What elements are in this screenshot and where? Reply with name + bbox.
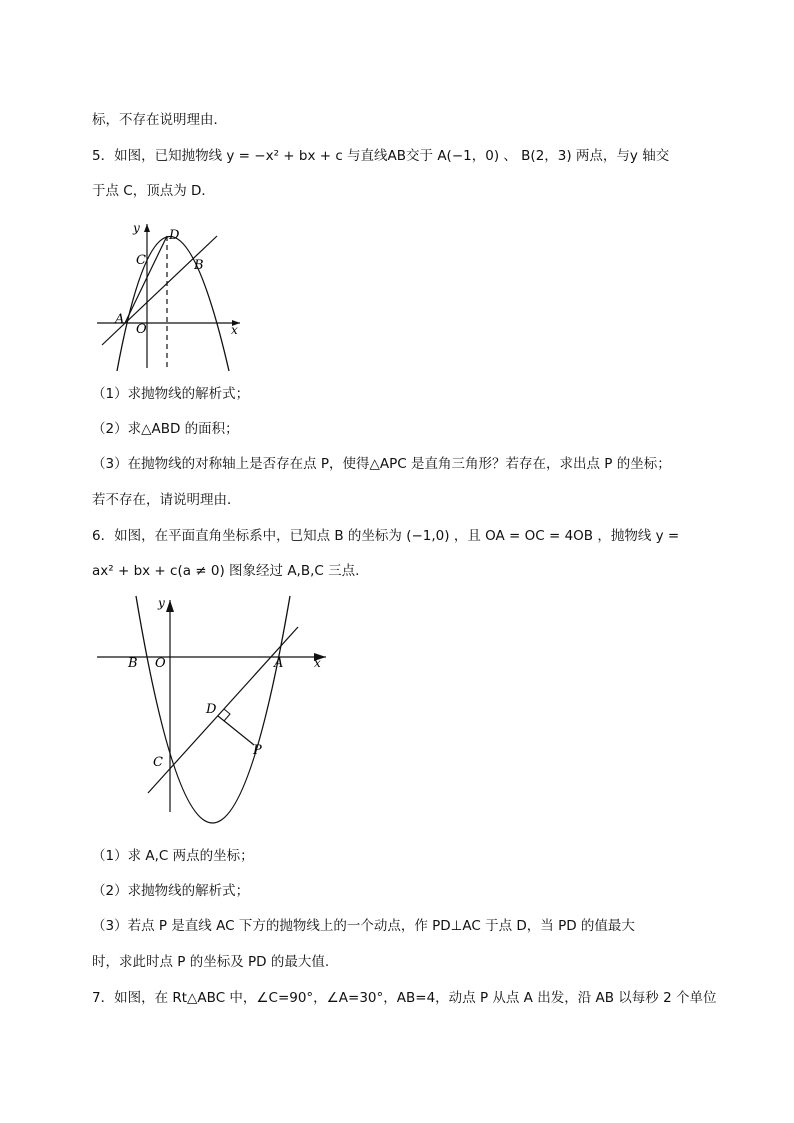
intro-line: 标，不存在说明理由． xyxy=(92,112,227,128)
q5-stem-line-2: 于点 C，顶点为 D． xyxy=(92,183,215,199)
q6-label-d: D xyxy=(206,702,217,717)
q6-label-x: x xyxy=(314,656,321,670)
q5-sub-2: （2）求△ABD 的面积； xyxy=(92,421,239,437)
q6-label-c: C xyxy=(153,755,163,770)
q6-stem-line-1: 6．如图，在平面直角坐标系中，已知点 B 的坐标为 (−1,0) ，且 OA = OC = 4OB ，抛物线 y = xyxy=(92,528,680,544)
q5-sub-3-line-2: 若不存在，请说明理由． xyxy=(92,492,241,508)
q6-stem-line-2: ax² + bx + c(a ≠ 0) 图象经过 A,B,C 三点. xyxy=(92,563,360,579)
q5-label-y: y xyxy=(133,221,140,235)
q6-label-y: y xyxy=(158,596,165,610)
q5-label-a: A xyxy=(115,312,125,327)
q6-right-angle-mark xyxy=(224,709,230,721)
q5-label-d: D xyxy=(169,228,180,243)
q5-y-axis-arrow xyxy=(144,224,150,232)
q5-segment-ad xyxy=(125,236,167,323)
q5-figure xyxy=(92,214,252,374)
q6-sub-3-line-2: 时，求此时点 P 的坐标及 PD 的最大值. xyxy=(92,954,330,970)
q6-label-o: O xyxy=(155,656,166,671)
q5-label-c: C xyxy=(136,253,146,268)
q6-figure xyxy=(92,595,332,833)
q6-sub-1: （1）求 A,C 两点的坐标； xyxy=(92,848,254,864)
q5-stem-line-1: 5．如图，已知抛物线 y = −x² + bx + c 与直线AB交于 A(−1，0) 、 B(2，3) 两点，与y 轴交 xyxy=(92,148,670,164)
q6-sub-2: （2）求抛物线的解析式； xyxy=(92,883,250,899)
q7-stem-line-1: 7．如图，在 Rt△ABC 中，∠C=90°，∠A=30°，AB=4，动点 P 从点 A 出发，沿 AB 以每秒 2 个单位 xyxy=(92,990,717,1006)
q6-label-a: A xyxy=(274,656,284,671)
q6-segment-pd xyxy=(218,716,254,745)
q6-sub-3-line-1: （3）若点 P 是直线 AC 下方的抛物线上的一个动点，作 PD⊥AC 于点 D，当 PD 的值最大 xyxy=(92,918,635,934)
q6-label-b: B xyxy=(128,656,138,671)
q6-y-axis-arrow xyxy=(166,600,174,612)
q5-sub-1: （1）求抛物线的解析式； xyxy=(92,386,250,402)
q6-label-p: P xyxy=(253,743,262,758)
q5-label-x: x xyxy=(231,323,238,337)
q5-sub-3-line-1: （3）在抛物线的对称轴上是否存在点 P，使得△APC 是直角三角形？若存在，求出点 P 的坐标； xyxy=(92,456,671,472)
q5-label-o: O xyxy=(136,322,147,337)
q5-label-b: B xyxy=(194,258,204,273)
